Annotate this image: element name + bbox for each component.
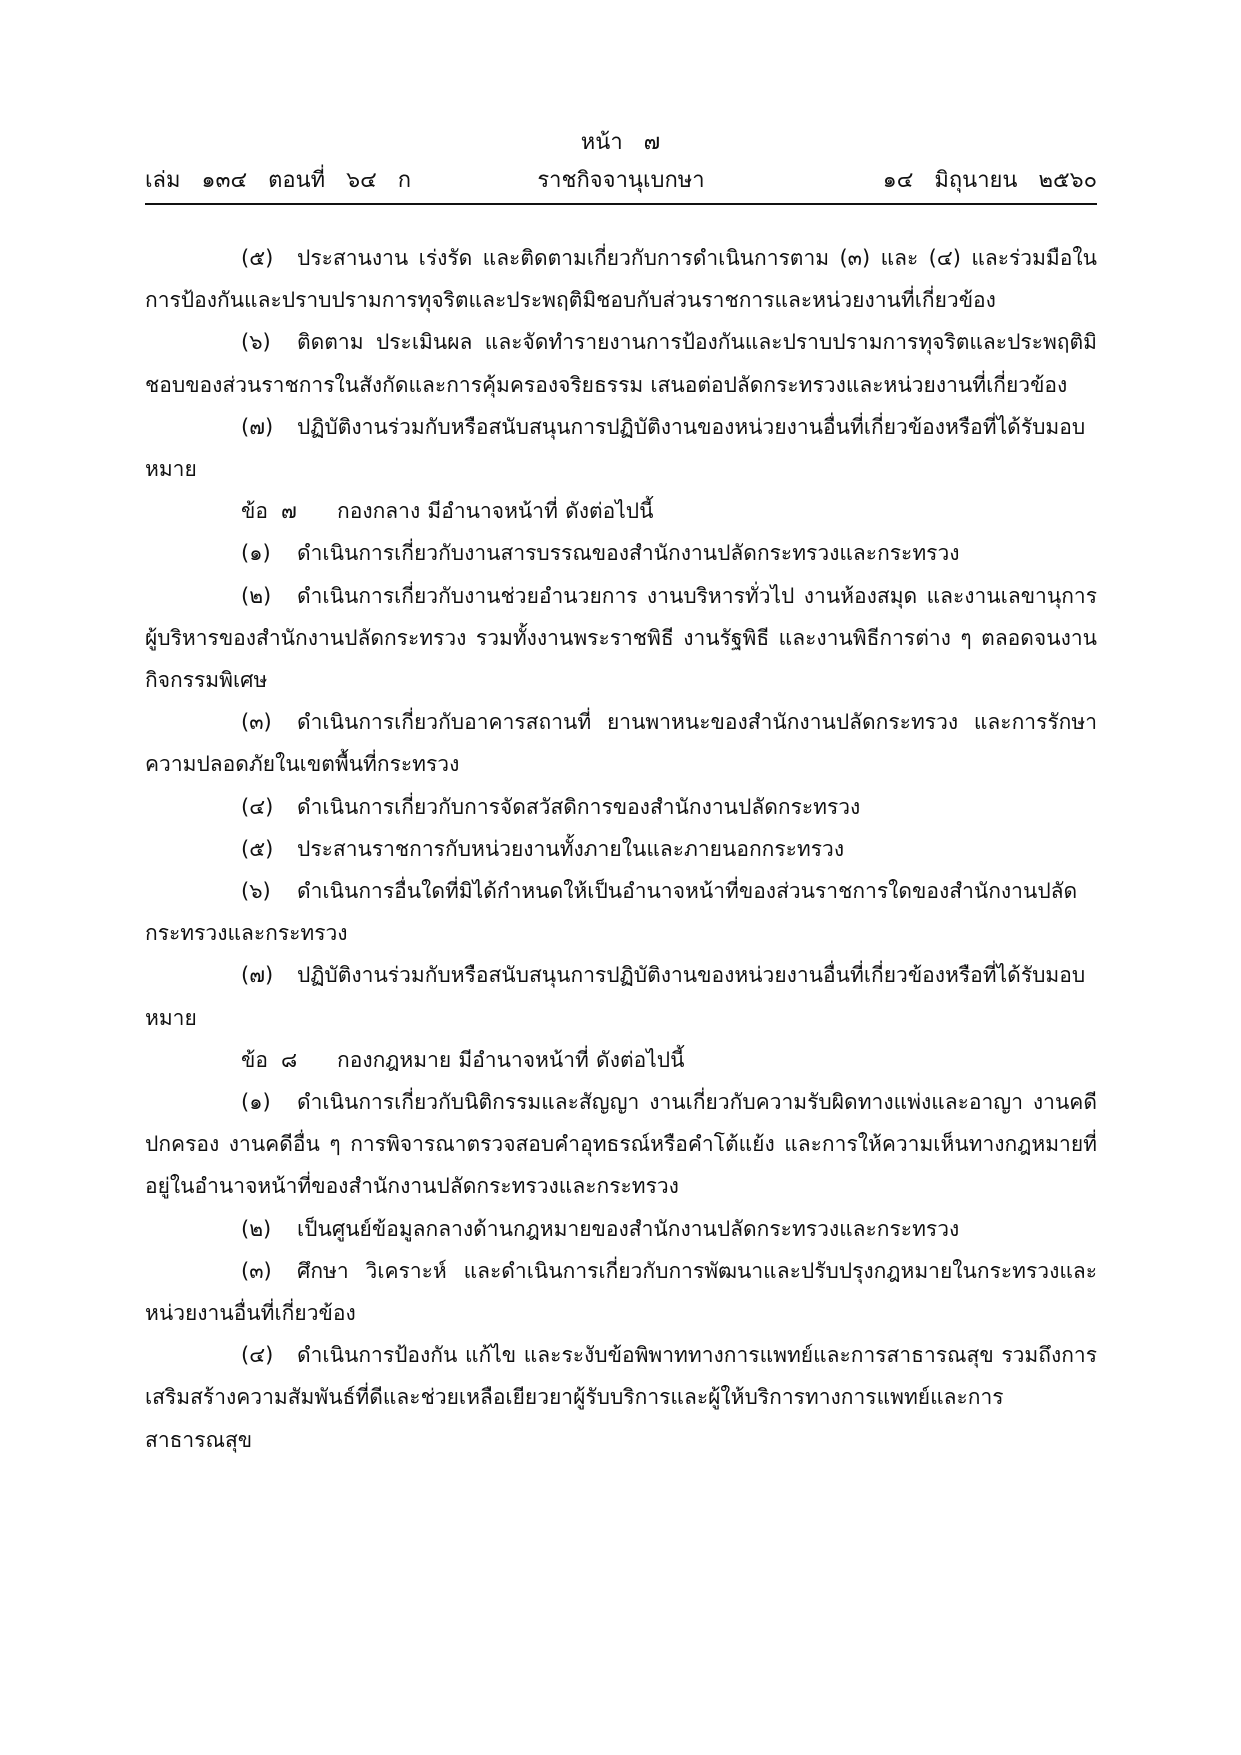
- paragraph: [145, 701, 1097, 785]
- item-number: (๑): [241, 541, 271, 566]
- header-divider: [145, 203, 1097, 205]
- paragraph-text: ดำเนินการเกี่ยวกับอาคารสถานที่ ยานพาหนะของสำนักงานปลัดกระทรวง และการรักษาความปลอดภัยในเขตพื้นที่กระทรวง: [145, 710, 1097, 777]
- paragraph-text: ดำเนินการเกี่ยวกับนิติกรรมและสัญญา งานเกี่ยวกับความรับผิดทางแพ่งและอาญา งานคดีปกครอง งานคดีอื่น ๆ การพิจารณาตรวจสอบคำอุทธรณ์หรือคำโต้แย้ง และการให้ความเห็นทางกฎหมายที่อยู่ในอำนาจหน้าที่ของสำนักงานปลัดกระทรวงและกระทรวง: [145, 1090, 1097, 1199]
- paragraph: [145, 1081, 1097, 1208]
- paragraph-text: ศึกษา วิเคราะห์ และดำเนินการเกี่ยวกับการพัฒนาและปรับปรุงกฎหมายในกระทรวงและหน่วยงานอื่นที่เกี่ยวข้อง: [145, 1258, 1097, 1326]
- paragraph-text: ประสานราชการกับหน่วยงานทั้งภายในและภายนอกกระทรวง: [297, 836, 845, 861]
- gazette-header: [145, 166, 1097, 196]
- item-number: (๕): [241, 246, 274, 270]
- paragraph: [145, 786, 1097, 828]
- clause-number: ๘: [281, 1047, 298, 1072]
- item-number: (๑): [241, 1090, 271, 1115]
- paragraph-text: ดำเนินการเกี่ยวกับการจัดสวัสดิการของสำนักงานปลัดกระทรวง: [297, 794, 861, 819]
- paragraph: [145, 1334, 1097, 1461]
- item-number: (๓): [241, 710, 272, 735]
- paragraph-text: ปฏิบัติงานร่วมกับหรือสนับสนุนการปฏิบัติงานของหน่วยงานอื่นที่เกี่ยวข้องหรือที่ได้รับมอบหมาย: [145, 414, 1086, 482]
- page-number: หน้า ๗: [580, 130, 661, 155]
- paragraph-text: เป็นศูนย์ข้อมูลกลางด้านกฎหมายของสำนักงานปลัดกระทรวงและกระทรวง: [297, 1216, 960, 1241]
- publication-date: ๑๔ มิถุนายน ๒๕๖๐: [882, 168, 1097, 193]
- paragraph-text: ดำเนินการอื่นใดที่มิได้กำหนดให้เป็นอำนาจหน้าที่ของส่วนราชการใดของสำนักงานปลัดกระทรวงและกระทรวง: [145, 879, 1078, 946]
- item-number: (๔): [241, 1343, 274, 1368]
- item-number: (๒): [241, 583, 272, 608]
- item-number: (๗): [241, 414, 274, 439]
- paragraph: [145, 1208, 1097, 1250]
- volume-issue: เล่ม ๑๓๔ ตอนที่ ๖๔ ก: [145, 168, 412, 193]
- document-body: [145, 237, 1097, 1461]
- item-number: (๗): [241, 963, 274, 988]
- clause-title: กองกฎหมาย มีอำนาจหน้าที่ ดังต่อไปนี้: [337, 1047, 685, 1072]
- publication-title: ราชกิจจานุเบกษา: [537, 168, 705, 193]
- paragraph-text: ติดตาม ประเมินผล และจัดทำรายงานการป้องกันและปราบปรามการทุจริตและประพฤติมิชอบของส่วนราชการในสังกัดและการคุ้มครองจริยธรรม เสนอต่อปลัดกระทรวงและหน่วยงานที่เกี่ยวข้อง: [145, 330, 1097, 397]
- paragraph-text: ดำเนินการป้องกัน แก้ไข และระงับข้อพิพาททางการแพทย์และการสาธารณสุข รวมถึงการเสริมสร้างความสัมพันธ์ที่ดีและช่วยเหลือเยียวยาผู้รับบริการและผู้ให้บริการทางการแพทย์และการสาธารณสุข: [145, 1343, 1097, 1452]
- paragraph-text: ประสานงาน เร่งรัด และติดตามเกี่ยวกับการดำเนินการตาม (๓) และ (๔) และร่วมมือในการป้องกันและปราบปรามการทุจริตและประพฤติมิชอบกับส่วนราชการและหน่วยงานที่เกี่ยวข้อง: [145, 246, 1097, 313]
- clause-heading: [145, 1039, 1097, 1081]
- clause-label: ข้อ: [241, 499, 268, 524]
- paragraph-text: ดำเนินการเกี่ยวกับงานช่วยอำนวยการ งานบริหารทั่วไป งานห้องสมุด และงานเลขานุการผู้บริหารของสำนักงานปลัดกระทรวง รวมทั้งงานพระราชพิธี งานรัฐพิธี และงานพิธีการต่าง ๆ ตลอดจนงานกิจกรรมพิเศษ: [145, 583, 1097, 693]
- item-number: (๔): [241, 794, 274, 819]
- paragraph: [145, 954, 1097, 1038]
- paragraph: [145, 532, 1097, 574]
- clause-title: กองกลาง มีอำนาจหน้าที่ ดังต่อไปนี้: [337, 499, 654, 524]
- item-number: (๕): [241, 836, 274, 861]
- paragraph: [145, 575, 1097, 702]
- paragraph: [145, 237, 1097, 321]
- paragraph: [145, 321, 1097, 405]
- item-number: (๓): [241, 1258, 272, 1283]
- paragraph: [145, 828, 1097, 870]
- paragraph: [145, 1250, 1097, 1334]
- paragraph-text: ดำเนินการเกี่ยวกับงานสารบรรณของสำนักงานปลัดกระทรวงและกระทรวง: [297, 541, 960, 566]
- clause-heading: [145, 490, 1097, 532]
- item-number: (๖): [241, 879, 271, 904]
- item-number: (๒): [241, 1216, 272, 1241]
- clause-number: ๗: [281, 499, 297, 524]
- paragraph-text: ปฏิบัติงานร่วมกับหรือสนับสนุนการปฏิบัติงานของหน่วยงานอื่นที่เกี่ยวข้องหรือที่ได้รับมอบหมาย: [145, 963, 1086, 1030]
- paragraph: [145, 406, 1097, 490]
- clause-label: ข้อ: [241, 1047, 268, 1072]
- paragraph: [145, 870, 1097, 954]
- item-number: (๖): [241, 330, 271, 355]
